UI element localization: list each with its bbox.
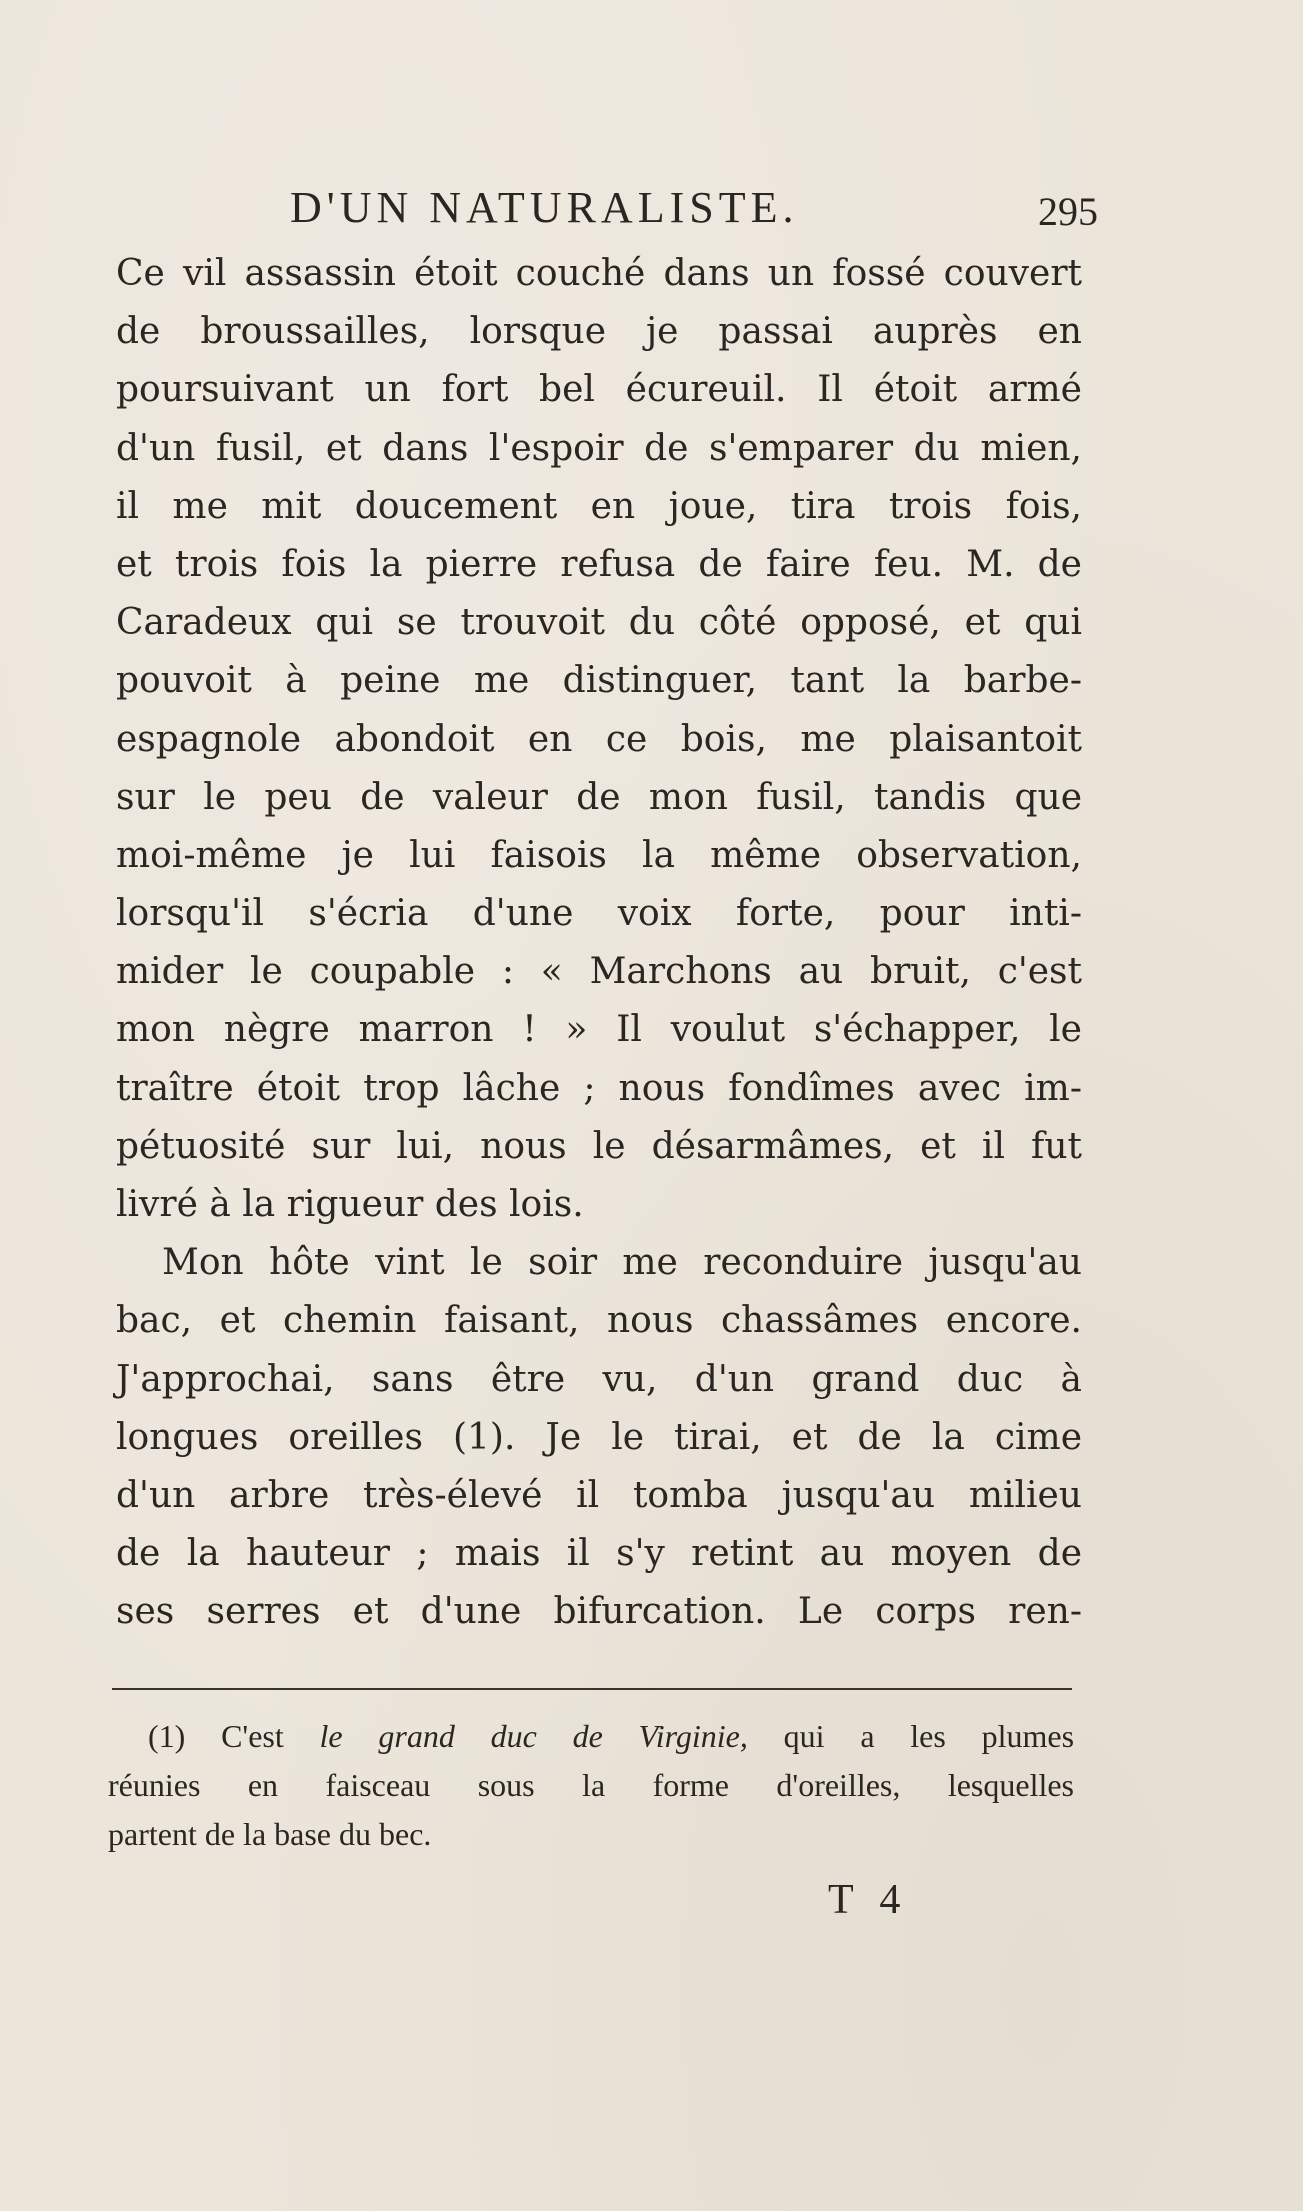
footnote: [108, 1712, 1074, 1859]
text-line: traître étoit trop lâche ; nous fondîmes avec im-: [116, 1067, 1082, 1109]
text-line: de la hauteur ; mais il s'y retint au moyen de: [116, 1533, 1082, 1575]
text-line: moi-même je lui faisois la même observation,: [116, 834, 1082, 876]
running-title: D'UN NATURALISTE.: [290, 183, 799, 232]
text-line: d'un arbre très-élevé il tomba jusqu'au milieu: [116, 1474, 1082, 1516]
text-line: J'approchai, sans être vu, d'un grand duc à: [116, 1358, 1082, 1400]
text-line: Caradeux qui se trouvoit du côté opposé, et qui: [116, 602, 1082, 644]
footnote-italic-title: le grand duc de Virginie,: [319, 1718, 748, 1754]
footnote-marker: (1) C'est: [148, 1718, 284, 1754]
text-line: longues oreilles (1). Je le tirai, et de la cime: [116, 1416, 1082, 1458]
text-line: d'un fusil, et dans l'espoir de s'emparer du mien,: [116, 427, 1082, 469]
footnote-separator-rule: [112, 1688, 1072, 1690]
signature-mark: T 4: [828, 1877, 909, 1923]
text-line: ses serres et d'une bifurcation. Le corps ren-: [116, 1591, 1082, 1633]
text-line: de broussailles, lorsque je passai auprès en: [116, 311, 1082, 353]
text-line: mon nègre marron ! » Il voulut s'échapper, le: [116, 1009, 1082, 1051]
paragraph-start-line: Mon hôte vint le soir me reconduire jusqu'au: [162, 1242, 1082, 1284]
text-line: poursuivant un fort bel écureuil. Il étoit armé: [116, 369, 1082, 411]
text-line: bac, et chemin faisant, nous chassâmes encore.: [116, 1300, 1082, 1342]
text-line: espagnole abondoit en ce bois, me plaisantoit: [116, 718, 1082, 760]
paragraph-end-line: livré à la rigueur des lois.: [116, 1184, 584, 1225]
footnote-line: réunies en faisceau sous la forme d'oreilles, lesquelles: [108, 1767, 1074, 1803]
page-number: 295: [1038, 189, 1098, 234]
text-line: et trois fois la pierre refusa de faire feu. M. de: [116, 543, 1082, 585]
text-line: Ce vil assassin étoit couché dans un fossé couvert: [116, 253, 1082, 294]
text-line: sur le peu de valeur de mon fusil, tandis que: [116, 776, 1082, 818]
text-line: mider le coupable : « Marchons au bruit, c'est: [116, 951, 1082, 993]
text-line: pétuosité sur lui, nous le désarmâmes, et il fut: [116, 1125, 1082, 1167]
footnote-text: qui a les plumes: [783, 1718, 1075, 1754]
text-line: il me mit doucement en joue, tira trois fois,: [116, 485, 1082, 527]
page-header: [290, 178, 1098, 238]
body-text: [116, 245, 1082, 1642]
text-line: pouvoit à peine me distinguer, tant la barbe-: [116, 660, 1082, 702]
footnote-line: [108, 1712, 1074, 1761]
text-line: lorsqu'il s'écria d'une voix forte, pour inti-: [116, 893, 1082, 935]
footnote-line: partent de la base du bec.: [108, 1816, 432, 1852]
